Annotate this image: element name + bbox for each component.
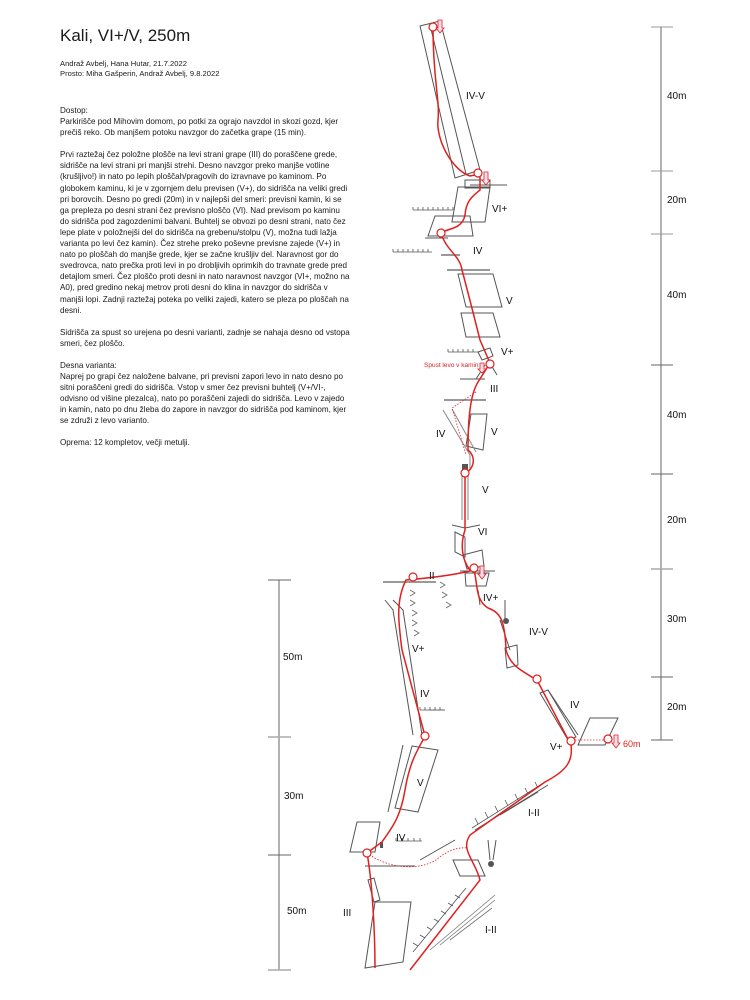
scale-label: 20m bbox=[667, 515, 687, 526]
grade-label: V+ bbox=[550, 742, 563, 753]
belay-icon bbox=[421, 732, 429, 740]
free-ascent: Prosto: Miha Gašperin, Andraž Avbelj, 9.8.2022 bbox=[60, 69, 220, 78]
grass-markers bbox=[410, 582, 451, 636]
first-ascent: Andraž Avbelj, Hana Hutar, 21.7.2022 bbox=[60, 59, 187, 68]
route-text: Prvi raztežaj čez položne plošče na levi strani grape (III) do poraščene grede, sidrišče na levi strani pri manjši strehi. Desno navzgor preko manjše votline (krušljivo!) in nato po lepih ploščah/pragovih do izravnave po kaminom. Po globokem kaminu, ki je v zgornjem delu previsen (V+), do sidrišča na veliki gredi pri borovcih. Desno po gredi (20m) in v najlepši del smeri: previsni kamin, ki se ga prepleza po desni strani čez previsno ploščo (VI). Nad previsom po kaminu do sidrišča pod zagozdenimi balvani. Buhtelj se obvozi po desni strani, nato čez lepe plate v položnejši del do sidrišča na grebenu/stolpu (V), možna tudi lažja varianta po levi čez kamin). Čez strehe preko poševne previsne zajede (V+) in nato po ploščah do manjše grede, kjer se začne krušljiv del. Naravnost gor do svedrovca, nato prečka proti levi in po drobljivih oprimkih do travnate grede pred detajlom smeri. Čez ploščo proti desni in nato naravnost navzgor (VI+, možno na A0), pred gredino nekaj metrov proti desni do klina in navzgor do sidrišča v manjši lopi. Zadnji raztežaj poteka po veliki zajedi, katero se pleza po ploščah na desni. bbox=[60, 150, 350, 315]
belay-icon bbox=[409, 573, 417, 581]
scale-bar-right bbox=[651, 27, 673, 740]
scale-labels-left bbox=[283, 652, 306, 917]
grade-label: V bbox=[506, 296, 513, 307]
grade-label: IV bbox=[473, 246, 483, 257]
descent-text: Sidrišča za spust so urejena po desni varianti, zadnje se nahaja desno od vstopa smeri, čez ploščo. bbox=[60, 327, 350, 348]
rappel-arrow-icon bbox=[612, 735, 620, 748]
rappel-length: 60m bbox=[623, 739, 641, 749]
grade-label: IV bbox=[396, 833, 406, 844]
scale-label: 20m bbox=[667, 702, 687, 713]
belay-icon bbox=[533, 675, 541, 683]
scale-label: 40m bbox=[667, 410, 687, 421]
scale-label: 40m bbox=[667, 290, 687, 301]
belay-icon bbox=[567, 737, 575, 745]
dotted-lines bbox=[367, 392, 605, 867]
grade-label: IV bbox=[420, 689, 430, 700]
grade-label: II bbox=[429, 571, 435, 582]
rock-block-vi-plus bbox=[452, 187, 490, 222]
scale-label: 20m bbox=[667, 195, 687, 206]
grade-label: IV bbox=[570, 700, 580, 711]
approach-heading: Dostop: bbox=[60, 106, 88, 115]
belay-icon bbox=[429, 23, 437, 31]
approach-text: Parkirišče pod Mihovim domom, po potki za ograjo navzdol in skozi gozd, kjer prečiš reko. Ob manjšem potoku navzgor do začetka grape (15 min). bbox=[60, 117, 339, 138]
bolt-icon bbox=[488, 861, 494, 867]
right-variant-heading: Desna varianta: bbox=[60, 360, 117, 370]
grade-label: IV-V bbox=[466, 91, 485, 102]
belay-icon bbox=[604, 735, 612, 743]
grade-label: I-II bbox=[485, 925, 497, 936]
scale-label: 30m bbox=[284, 791, 304, 802]
scale-label: 30m bbox=[667, 614, 687, 625]
grade-labels bbox=[343, 91, 580, 936]
scale-label: 50m bbox=[287, 906, 307, 917]
belay-icon bbox=[486, 360, 494, 368]
belay-icon bbox=[461, 469, 469, 477]
grade-label: V bbox=[482, 485, 489, 496]
grade-label: VI bbox=[478, 527, 488, 538]
right-variant-text: Naprej po grapi čez naložene balvane, pri previsni zapori levo in nato desno po sitni poraščeni gredi do sidrišča. Vstop v smer čez previsni buhtelj (V+/VI-, odvisno od višine plezalca), nato po poraščeni zajedi do sidrišča. Levo v zajedo in kamin, nato po dnu žleba do zapore in navzgor do sidrišča pod kaminom, kjer se združi z levo varianto. bbox=[60, 371, 347, 426]
rappel-arrow-icon bbox=[482, 172, 490, 185]
belay-stations bbox=[363, 23, 612, 857]
belay-icon bbox=[474, 169, 482, 177]
scale-label: 50m bbox=[283, 652, 303, 663]
rock-block-iii bbox=[365, 902, 411, 968]
grade-label: V bbox=[491, 427, 498, 438]
belay-icon bbox=[363, 849, 371, 857]
bolt-markers bbox=[380, 464, 509, 867]
grade-label: V+ bbox=[412, 644, 425, 655]
grade-label: VI+ bbox=[492, 204, 508, 215]
route-title: Kali, VI+/V, 250m bbox=[60, 26, 191, 45]
grade-label: IV bbox=[436, 429, 446, 440]
bolt-icon bbox=[503, 618, 509, 624]
gear-text: Oprema: 12 kompletov, večji metulji. bbox=[60, 438, 190, 448]
grade-label: V+ bbox=[501, 347, 514, 358]
belay-icon bbox=[437, 229, 445, 237]
route-line bbox=[367, 28, 571, 970]
grade-label: IV+ bbox=[483, 593, 499, 604]
rappel-note: Spust levo v kamin bbox=[424, 362, 479, 369]
grade-label: III bbox=[490, 384, 499, 395]
grade-label: IV-V bbox=[529, 627, 548, 638]
rappel-arrows bbox=[436, 20, 620, 748]
grade-label: I-II bbox=[528, 808, 540, 819]
grade-label: V bbox=[417, 778, 424, 789]
scale-label: 40m bbox=[667, 91, 687, 102]
scale-labels-right bbox=[667, 91, 686, 713]
grade-label: III bbox=[343, 908, 352, 919]
belay-icon bbox=[470, 564, 478, 572]
